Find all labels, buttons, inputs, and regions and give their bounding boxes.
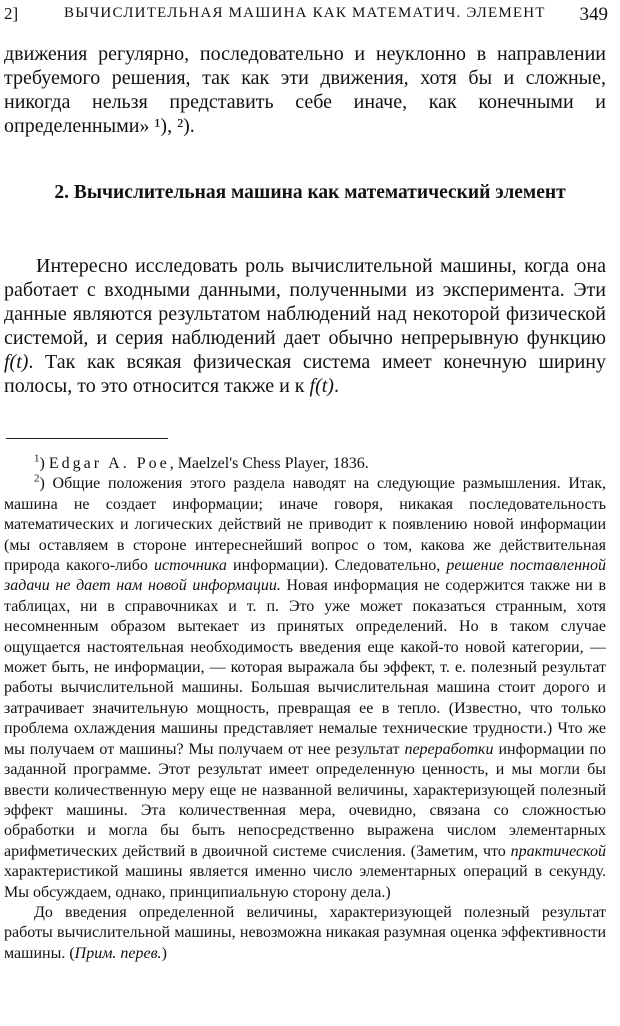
continuation-text: движения регулярно, последовательно и неуклонно в направлении требуемого решения, так как эти движения, хотя бы и сложные, никогда нельзя представить себе иначе, как конечными и определенными» <box>4 43 606 137</box>
translator-note: Прим. перев. <box>74 944 162 962</box>
body-text-end: . <box>333 375 339 397</box>
function-expression: f(t) <box>309 375 334 397</box>
footnotes <box>4 454 606 964</box>
footnote-2-emphasis: практической <box>510 842 606 860</box>
chapter-number: 2] <box>4 4 19 23</box>
footnote-1: $^1$) Edgar A. Poe, Maelzel's Chess Player, 1836. <box>34 452 369 472</box>
running-head <box>4 4 608 28</box>
footnote-divider <box>6 438 168 439</box>
function-expression: f(t) <box>4 351 29 373</box>
footnote-1-author: Edgar A. Poe <box>48 455 170 472</box>
footnote-2-emphasis: переработки <box>404 740 494 758</box>
continuation-paragraph <box>4 42 606 138</box>
footnote-2-text: До введения определенной величины, характеризующей полезный результат работы вычислительной машины, невозможна никакая разумная оценка эффективности машины. ( <box>4 903 606 962</box>
footnote-1-mark: 1 <box>34 452 40 465</box>
section-heading: 2. Вычислительная машина как математический элемент <box>54 182 566 203</box>
body-text-middle: . Так как всякая физическая система имеет конечную ширину полосы, то это относится также и к <box>4 351 606 397</box>
running-head-title: ВЫЧИСЛИТЕЛЬНАЯ МАШИНА КАК МАТЕМАТИЧ. ЭЛЕМЕНТ <box>64 5 546 21</box>
body-text-start: Интересно исследовать роль вычислительной машины, когда она работает с входными данными, полученными из эксперимента. Эти данные являются результатом наблюдений над некоторой физической системой, и серия наблюдений дает обычно непрерывную функцию <box>4 255 606 349</box>
footnote-2-text: информации по заданной программе. Этот результат имеет определенную ценность, и мы могли бы ввести количественную меру еще не названной величины, характеризующей полезный эффект машины. Эта количественная мера, очевидно, связана со сложностью обработки и могла бы быть непосредственно выражена числом элементарных арифметических действий в двоичной системе счисления. (Заметим, что <box>4 740 606 860</box>
footnote-2-emphasis: решение поставленной задачи не дает нам новой информации. <box>4 557 606 595</box>
section-body-paragraph <box>4 254 606 398</box>
footnote-2-text: характеристикой машины является именно число элементарных операций в секунду. Мы обсуждаем, однако, принципиальную сторону дела.) <box>4 863 606 901</box>
footnote-2-mark: 2 <box>34 473 40 486</box>
footnote-2: $^2$) Общие положения этого раздела наводят на следующие размышления. Итак, машина не создает информации; иначе говоря, никакая последовательность математических и логических действий не приводит к появлению новой информации (мы оставляем в стороне интереснейший вопрос о том, какова же действительная природа какого-либо источника информации). Следовательно, решение поставленной задачи не дает нам новой информации. Новая информация не содержится также ни в таблицах, ни в справочниках и т. п. Это уже может показаться странным, хотя несомненным образом вытекает из принятых определений. Но в таком случае ощущается настоятельная необходимость введения еще какой-то новой категории, — может быть, не информации, — которая выражала бы эффект, т. е. полезный результат работы вычислительной машины. Большая вычислительная машина стоит дорого и затрачивает значительную мощность, превращая ее в тепло. (Известно, что только проблема охлаждения машины представляет немалые технические трудности.) Что же мы получаем от машины? Мы получаем от нее результат переработки информации по заданной программе. Этот результат имеет определенную ценность, и мы могли бы ввести количественную меру еще не названной величины, характеризующей полезный эффект машины. Эта количественная мера, очевидно, связана со сложностью обработки и могла бы быть непосредственно выражена числом элементарных арифметических действий в двоичной системе счисления. (Заметим, что практической характеристикой машины является именно число элементарных операций в секунду. Мы обсуждаем, однако, принципиальную сторону дела.) <box>4 473 607 901</box>
footnote-2-text: Общие положения этого раздела наводят на следующие размышления. Итак, машина не создает информации; иначе говоря, никакая последовательность математических и логических действий не приводит к появлению новой информации (мы оставляем в стороне интереснейший вопрос о том, какова же действительная природа какого-либо <box>4 475 606 575</box>
footnote-1-citation: , Maelzel's Chess Player, 1836. <box>169 455 369 472</box>
footnote-refs: ¹), ²). <box>154 115 195 137</box>
footnote-2-text: Новая информация не содержится также ни в таблицах, ни в справочниках и т. п. Это уже может показаться странным, хотя несомненным образом вытекает из принятых определений. Но в таком случае ощущается настоятельная необходимость введения еще какой-то новой категории, — может быть, не информации, — которая выражала бы эффект, т. е. полезный результат работы вычислительной машины. Большая вычислительная машина стоит дорого и затрачивает значительную мощность, превращая ее в тепло. (Известно, что только проблема охлаждения машины представляет немалые технические трудности.) Что же мы получаем от машины? Мы получаем от нее результат <box>4 577 607 758</box>
footnote-2-text: ) <box>161 944 167 962</box>
footnote-2-text: информации). Следовательно, <box>226 557 447 575</box>
footnote-2-continuation <box>4 903 606 964</box>
footnote-2-emphasis: источника <box>153 557 227 575</box>
page-number: 349 <box>579 4 608 25</box>
